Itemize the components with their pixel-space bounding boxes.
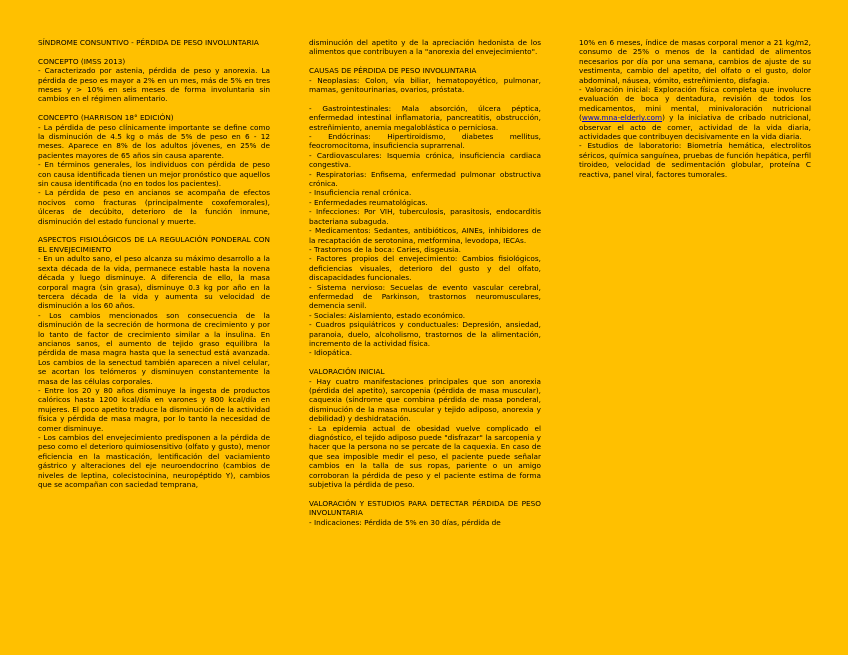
paragraph-aspectos-3: - Entre los 20 y 80 años disminuye la ingesta de productos calóricos hasta 1200 kcal/día en varones y 800 kcal/día en mujeres. El poco apetito traduce la disminución de la actividad física y pérdida de masa magra, por lo tanto la necesidad de comer disminuye. (38, 385, 270, 433)
paragraph-aspectos-2: - Los cambios mencionados son consecuencia de la disminución de la secreción de hormona de crecimiento y por lo tanto de factor de crecimiento similar a la insulina. En ancianos sanos, el aumento de tejido graso equilibra la pérdida de masa magra hasta que la senectud está avanzada. Los cambios de la senectud también aparecen a nivel celular, se acortan los telómeros y disminuyen constantemente la masa de las células corporales. (38, 310, 270, 386)
heading-causas: CAUSAS DE PÉRDIDA DE PESO INVOLUNTARIA (309, 66, 477, 76)
list-item-causa: - Enfermedades reumatológicas. (309, 197, 428, 207)
list-item-causa: - Trastornos de la boca: Caries, disgeusia. (309, 244, 461, 254)
list-item-causa: - Endócrinas: Hipertiroidismo, diabetes mellitus, feocromocitoma, insuficiencia suprarrenal. (309, 132, 541, 151)
paragraph-indicaciones: - Indicaciones: Pérdida de 5% en 30 días, pérdida de (309, 517, 501, 527)
list-item-causa: - Medicamentos: Sedantes, antibióticos, AINEs, inhibidores de la recaptación de serotonina, metformina, levodopa, IECAs. (309, 226, 541, 245)
paragraph-continuation-col3: 10% en 6 meses, índice de masas corporal menor a 21 kg/m2, consumo de 25% o menos de la cantidad de alimentos necesarios por día por una semana, cambios de ajuste de su vestimenta, cambio del apetito, del olfato o el gusto, dolor abdominal, náusea, vómito, estreñimiento, disfagia. (579, 38, 811, 85)
heading-valoracion-estudios: VALORACIÓN Y ESTUDIOS PARA DETECTAR PÉRDIDA DE PESO INVOLUNTARIA (309, 498, 541, 518)
paragraph-continuation-col2: disminución del apetito y de la apreciación hedonista de los alimentos que contribuyen a la "anorexia del envejecimiento". (309, 38, 541, 57)
valoracion-text-post: ) y la iniciativa de cribado nutricional, observar el acto de comer, actividad de la vida diaria, actividades que contribuyen decisivamente en la vida diaria. (579, 113, 811, 142)
list-item-causa: - Gastrointestinales: Mala absorción, úlcera péptica, enfermedad intestinal inflamatoria, pancreatitis, obstrucción, estreñimiento, anemia megaloblástica o perniciosa. (309, 103, 541, 132)
heading-valoracion-inicial: VALORACIÓN INICIAL (309, 367, 385, 377)
paragraph-aspectos-1: - En un adulto sano, el peso alcanza su máximo desarrollo a la sexta década de la vida, permanece estable hasta la novena década y luego disminuye. A diferencia de ello, la masa corporal magra (sin grasa), disminuye 0.3 kg por año en la tercera década de la vida y aumenta su velocidad de disminución a los 60 años. (38, 254, 270, 311)
heading-concepto-harrison: CONCEPTO (HARRISON 18° EDICIÓN) (38, 113, 174, 123)
paragraph-harrison-1: - La pérdida de peso clínicamente importante se define como la disminución de 4.5 kg o más de 5% de peso en 6 - 12 meses. Aparece en 8% de los adultos jóvenes, en 25% de pacientes mayores de 65 años sin causa aparente. (38, 122, 270, 160)
list-item-causa: - Sistema nervioso: Secuelas de evento vascular cerebral, enfermedad de Parkinson, trastornos neuromusculares, demencia senil. (309, 282, 541, 311)
list-item-causa: - Cuadros psiquiátricos y conductuales: Depresión, ansiedad, paranoia, duelo, alcoholismo, trastornos de la alimentación, incremento de la actividad física. (309, 320, 541, 348)
paragraph-valoracion-inicial (579, 85, 811, 141)
paragraph-laboratorio: - Estudios de laboratorio: Biometría hemática, electrolitos séricos, química sanguínea, pruebas de función hepática, perfil tiroideo, velocidad de sedimentación globular, proteína C reactiva, panel viral, factores tumorales. (579, 141, 811, 179)
list-item-causa: - Factores propios del envejecimiento: Cambios fisiológicos, deficiencias visuales, deterioro del gusto y del olfato, discapacidades funcionales. (309, 254, 541, 283)
column-1 (38, 38, 270, 489)
column-2 (309, 38, 541, 527)
heading-concepto-imss: CONCEPTO (IMSS 2013) (38, 56, 126, 66)
list-item-causa: - Cardiovasculares: Isquemia crónica, insuficiencia cardiaca congestiva. (309, 150, 541, 170)
paragraph-aspectos-4: - Los cambios del envejecimiento predisponen a la pérdida de peso como el deterioro quimiosensitivo (olfato y gusto), menor eficiencia en la masticación, lentificación del vaciamiento gástrico y alteraciones del eje neuroendocrino (cambios de niveles de leptina, colecistocinina, neuropéptido Y), cambios que se acompañan con saciedad temprana, (38, 433, 270, 490)
list-item-causa: - Insuficiencia renal crónica. (309, 188, 412, 198)
paragraph-concepto-imss: - Caracterizado por astenia, pérdida de peso y anorexia. La pérdida de peso es mayor a 2% en un mes, más de 5% en tres meses y > 10% en seis meses de forma involuntaria sin cambios en el régimen alimentario. (38, 66, 270, 104)
list-item-causa: - Idiopática. (309, 348, 353, 358)
list-item-causa: - Sociales: Aislamiento, estado económico. (309, 310, 466, 320)
list-item-causa: - Infecciones: Por VIH, tuberculosis, parasitosis, endocarditis bacteriana subaguda. (309, 207, 541, 226)
paragraph-valoracion-1: - Hay cuatro manifestaciones principales que son anorexia (pérdida del apetito), sarcopenia (pérdida de masa muscular), caquexia (síndrome que combina pérdida de masa ponderal, disminución de la masa muscular y tejido adiposo, anorexia y debilidad) y deshidratación. (309, 376, 541, 424)
paragraph-valoracion-2: - La epidemia actual de obesidad vuelve complicado el diagnóstico, el tejido adiposo puede "disfrazar" la sarcopenia y hacer que la persona no se percate de la caquexia. En caso de que sea imposible medir el peso, el paciente puede señalar cambios en la talla de sus ropas, pariente o un amigo corroboran la pérdida de peso y el paciente estima de forma subjetiva la pérdida de peso. (309, 423, 541, 490)
list-item-causa: - Respiratorias: Enfisema, enfermedad pulmonar obstructiva crónica. (309, 169, 541, 189)
document-title: SÍNDROME CONSUNTIVO - PÉRDIDA DE PESO INVOLUNTARIA (38, 38, 259, 47)
mna-elderly-link[interactable]: www.mna-elderly.com (581, 113, 663, 123)
column-3 (579, 38, 811, 179)
paragraph-harrison-3: - La pérdida de peso en ancianos se acompaña de efectos nocivos como fracturas (principalmente coxofemorales), úlceras de decúbito, deterioro de la función inmune, disminución del estado funcional y muerte. (38, 188, 270, 226)
list-item-causa: - Neoplasias: Colon, vía biliar, hematopoyético, pulmonar, mamas, genitourinarias, ovarios, próstata. (309, 75, 541, 95)
paragraph-harrison-2: - En términos generales, los individuos con pérdida de peso con causa identificada tienen un mejor pronóstico que aquellos sin causa identificada (no en todos los pacientes). (38, 160, 270, 189)
valoracion-text-pre: - Valoración inicial: Exploración física completa que involucre evaluación de boca y dentadura, revisión de todos los medicamentos, mini mental, minivaloración nutricional ( (579, 85, 811, 123)
heading-aspectos-fisiologicos: ASPECTOS FISIOLÓGICOS DE LA REGULACIÓN PONDERAL CON EL ENVEJECIMIENTO (38, 235, 270, 254)
